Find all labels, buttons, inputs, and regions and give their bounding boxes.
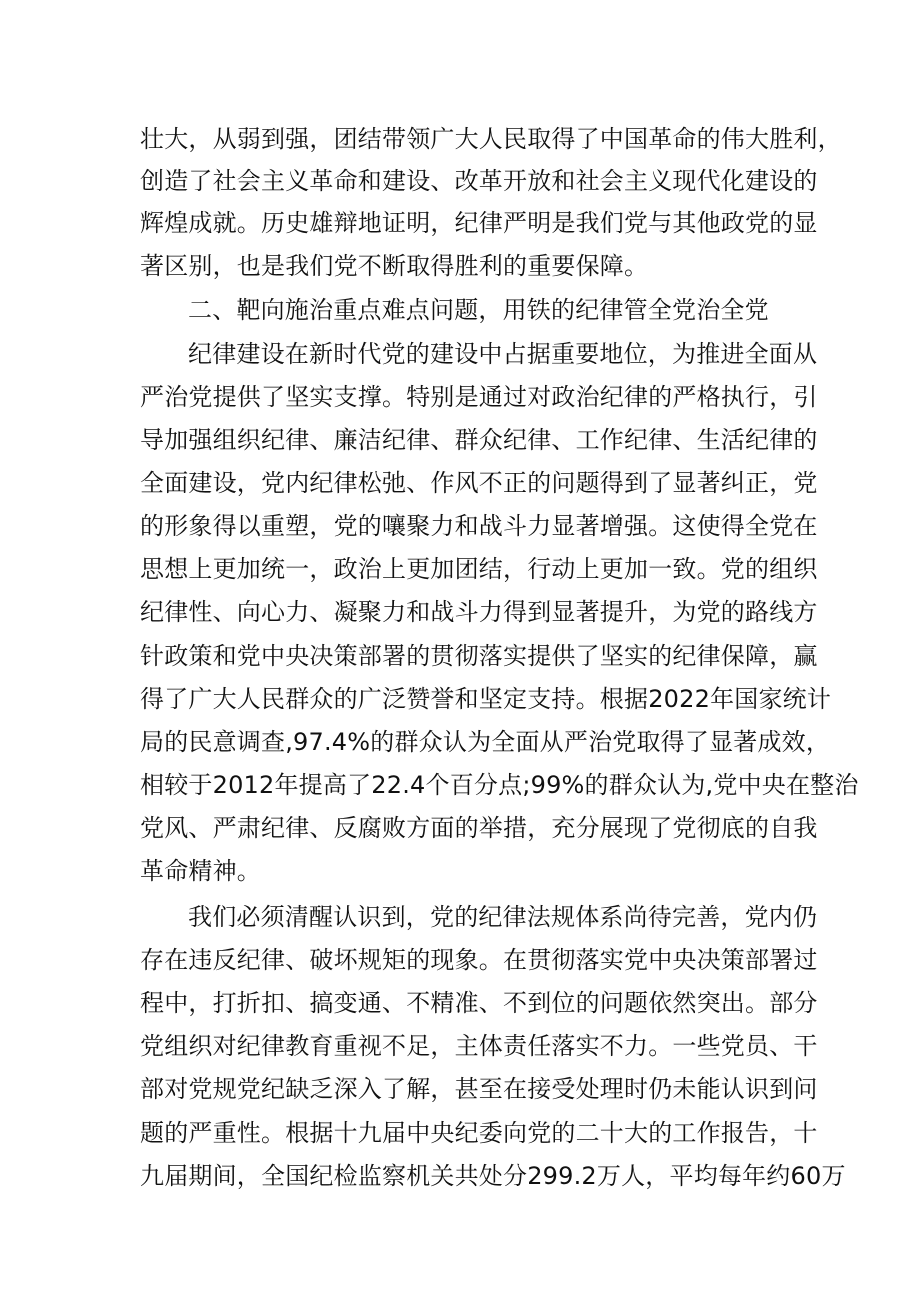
text-line: 程中，打折扣、搞变通、不精准、不到位的问题依然突出。部分	[140, 989, 818, 1017]
text-line: 得了广大人民群众的广泛赞誉和坚定支持。根据2022年国家统计	[140, 685, 832, 713]
text-line: 导加强组织纪律、廉洁纪律、群众纪律、工作纪律、生活纪律的	[140, 426, 818, 454]
text-line: 壮大，从弱到强，团结带领广大人民取得了中国革命的伟大胜利，	[140, 125, 842, 153]
text-line: 存在违反纪律、破坏规矩的现象。在贯彻落实党中央决策部署过	[140, 946, 818, 974]
text-line: 纪律建设在新时代党的建设中占据重要地位，为推进全面从	[188, 340, 818, 368]
text-line: 我们必须清醒认识到，党的纪律法规体系尚待完善，党内仍	[188, 903, 818, 931]
text-line: 局的民意调查,97.4%的群众认为全面从严治党取得了显著成效，	[140, 728, 831, 756]
text-line: 的形象得以重塑，党的嚷聚力和战斗力显著增强。这使得全党在	[140, 512, 818, 540]
text-line: 部对党规党纪缺乏深入了解，甚至在接受处理时仍未能认识到问	[140, 1075, 818, 1103]
text-line: 纪律性、向心力、凝聚力和战斗力得到显著提升，为党的路线方	[140, 598, 818, 626]
text-line: 创造了社会主义革命和建设、改革开放和社会主义现代化建设的	[140, 167, 818, 195]
text-line: 严治党提供了坚实支撑。特别是通过对政治纪律的严格执行，引	[140, 383, 818, 411]
text-line: 思想上更加统一，政治上更加团结，行动上更加一致。党的组织	[140, 555, 818, 583]
section-heading: 二、靶向施治重点难点问题，用铁的纪律管全党治全党	[188, 296, 769, 324]
text-line: 革命精神。	[140, 857, 261, 885]
text-line: 针政策和党中央决策部署的贯彻落实提供了坚实的纪律保障，赢	[140, 642, 818, 670]
text-line: 辉煌成就。历史雄辩地证明，纪律严明是我们党与其他政党的显	[140, 209, 818, 237]
text-line: 相较于2012年提高了22.4个百分点;99%的群众认为,党中央在整治	[140, 771, 859, 799]
text-line: 党组织对纪律教育重视不足，主体责任落实不力。一些党员、干	[140, 1032, 818, 1060]
text-line: 党风、严肃纪律、反腐败方面的举措，充分展现了党彻底的自我	[140, 814, 818, 842]
text-line: 著区别，也是我们党不断取得胜利的重要保障。	[140, 252, 649, 280]
text-line: 题的严重性。根据十九届中央纪委向党的二十大的工作报告，十	[140, 1119, 818, 1147]
text-line: 九届期间，全国纪检监察机关共处分299.2万人，平均每年约60万	[140, 1162, 846, 1190]
text-line: 全面建设，党内纪律松弛、作风不正的问题得到了显著纠正，党	[140, 469, 818, 497]
